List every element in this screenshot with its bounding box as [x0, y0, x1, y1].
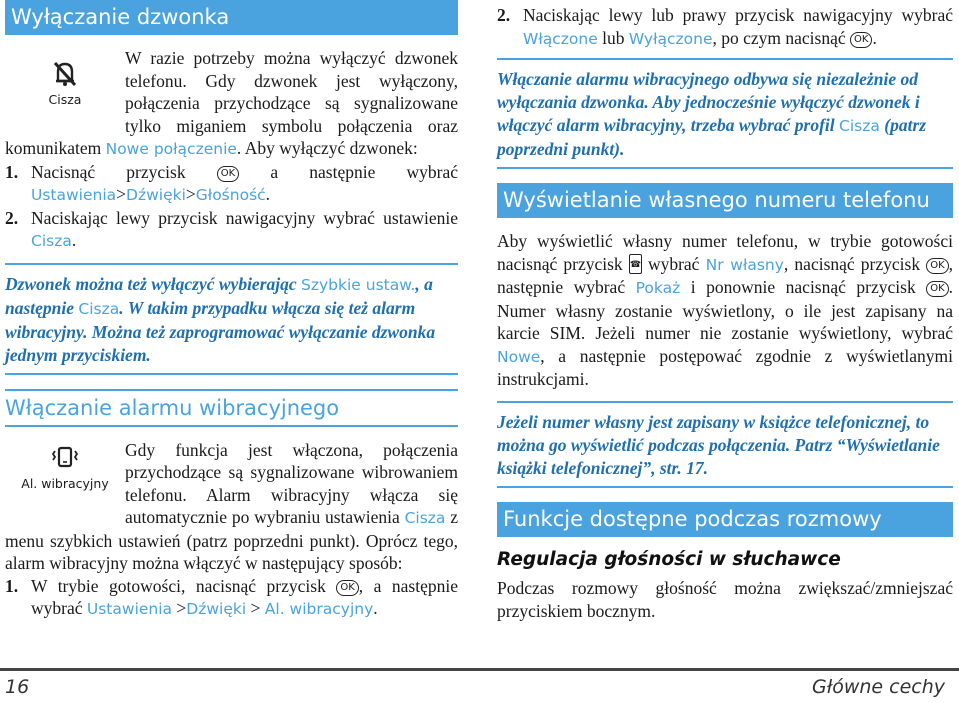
new-call-message: Nowe połączenie	[105, 140, 237, 158]
ringer-off-step-1: 1. Nacisnąć przycisk OK a następnie wybrać Ustawienia>Dźwięki>Głośność.	[5, 161, 458, 204]
section-header-ringer-off: Wyłączanie dzwonka	[5, 0, 458, 35]
ok-key-icon: OK	[336, 580, 358, 596]
vibra-icon-caption: Al. wibracyjny	[21, 475, 109, 491]
note-quick-settings: Dzwonek można też wyłączyć wybierając Szybkie ustaw., a następnie Cisza. W takim przypadku włącza się też alarm wibracyjny. Można też zaprogramować wyłączanie dzwonka jednym przyciskiem.	[5, 263, 458, 375]
vibra-section	[5, 439, 458, 621]
ringer-off-intro: W razie potrzeby można wyłączyć dzwonek telefonu. Gdy dzwonek jest wyłączony, połączenia przychodzące są sygnalizowane tylko miganiem symbolu połączenia oraz komunikatem Nowe połączenie. Aby wyłączyć dzwonek:	[5, 48, 458, 158]
ringer-off-step-2: 2. Naciskając lewy przycisk nawigacyjny wybrać ustawienie Cisza.	[5, 207, 458, 250]
vibra-icon-block	[5, 439, 125, 507]
earpiece-volume-text: Podczas rozmowy głośność można zwiększać/zmniejszać przyciskiem bocznym.	[497, 578, 953, 621]
vibrate-icon	[50, 443, 80, 471]
subhead-earpiece-volume: Regulacja głośności w słuchawce	[497, 548, 841, 570]
section-header-own-number: Wyświetlanie własnego numeru telefonu	[497, 183, 953, 218]
note-own-number-phonebook: Jeżeli numer własny jest zapisany w książce telefonicznej, to można go wyświetlić podczas połączenia. Patrz “Wyświetlanie książki telefonicznej”, str. 17.	[497, 401, 953, 488]
right-column	[497, 0, 953, 622]
vibra-step-1: 1. W trybie gotowości, nacisnąć przycisk OK , a następnie wybrać Ustawienia >Dźwięki > Al. wibracyjny.	[5, 575, 458, 618]
section-header-vibra: Włączanie alarmu wibracyjnego	[5, 389, 458, 427]
ok-key-icon: OK	[217, 166, 239, 182]
left-column	[5, 0, 458, 621]
phonebook-icon	[629, 254, 642, 274]
silent-icon-caption: Cisza	[48, 92, 82, 107]
page-number: 16	[5, 676, 30, 698]
bell-off-icon	[50, 57, 80, 89]
chapter-title: Główne cechy	[812, 676, 945, 698]
vibra-intro: Gdy funkcja jest włączona, połączenia przychodzące są sygnalizowane wibrowaniem telefonu. Alarm wibracyjny włącza się automatycznie po wybraniu ustawienia Cisza z menu szybkich ustawień (patrz poprzedni punkt). Oprócz tego, alarm wibracyjny można włączyć w następujący sposób:	[5, 439, 458, 573]
ok-key-icon: OK	[926, 258, 948, 274]
ringer-off-section	[5, 47, 458, 253]
footer-divider	[0, 668, 959, 671]
own-number-text: Aby wyświetlić własny numer telefonu, w trybie gotowości nacisnąć przycisk ☎ wybrać Nr własny, nacisnąć przycisk OK , następnie wybrać Pokaż i ponownie nacisnąć przycisk OK . Numer własny zostanie wyświetlony, o ile jest zapisany na karcie SIM. Jeżeli numer nie zostanie wyświetlony, wybrać Nowe, a następnie postępować zgodnie z wyświetlanymi instrukcjami.	[497, 230, 953, 391]
silent-icon-block	[5, 47, 125, 127]
ok-key-icon: OK	[850, 32, 872, 48]
ok-key-icon: OK	[926, 281, 948, 297]
vibra-step-2: 2. Naciskając lewy lub prawy przycisk nawigacyjny wybrać Włączone lub Wyłączone, po czym nacisnąć OK .	[497, 5, 953, 48]
note-vibra-independent: Włączanie alarmu wibracyjnego odbywa się niezależnie od wyłączania dzwonka. Aby jednocześnie wyłączyć dzwonek i włączyć alarm wibracyjny, trzeba wybrać profil Cisza (patrz poprzedni punkt).	[497, 58, 953, 169]
section-header-in-call: Funkcje dostępne podczas rozmowy	[497, 502, 953, 537]
